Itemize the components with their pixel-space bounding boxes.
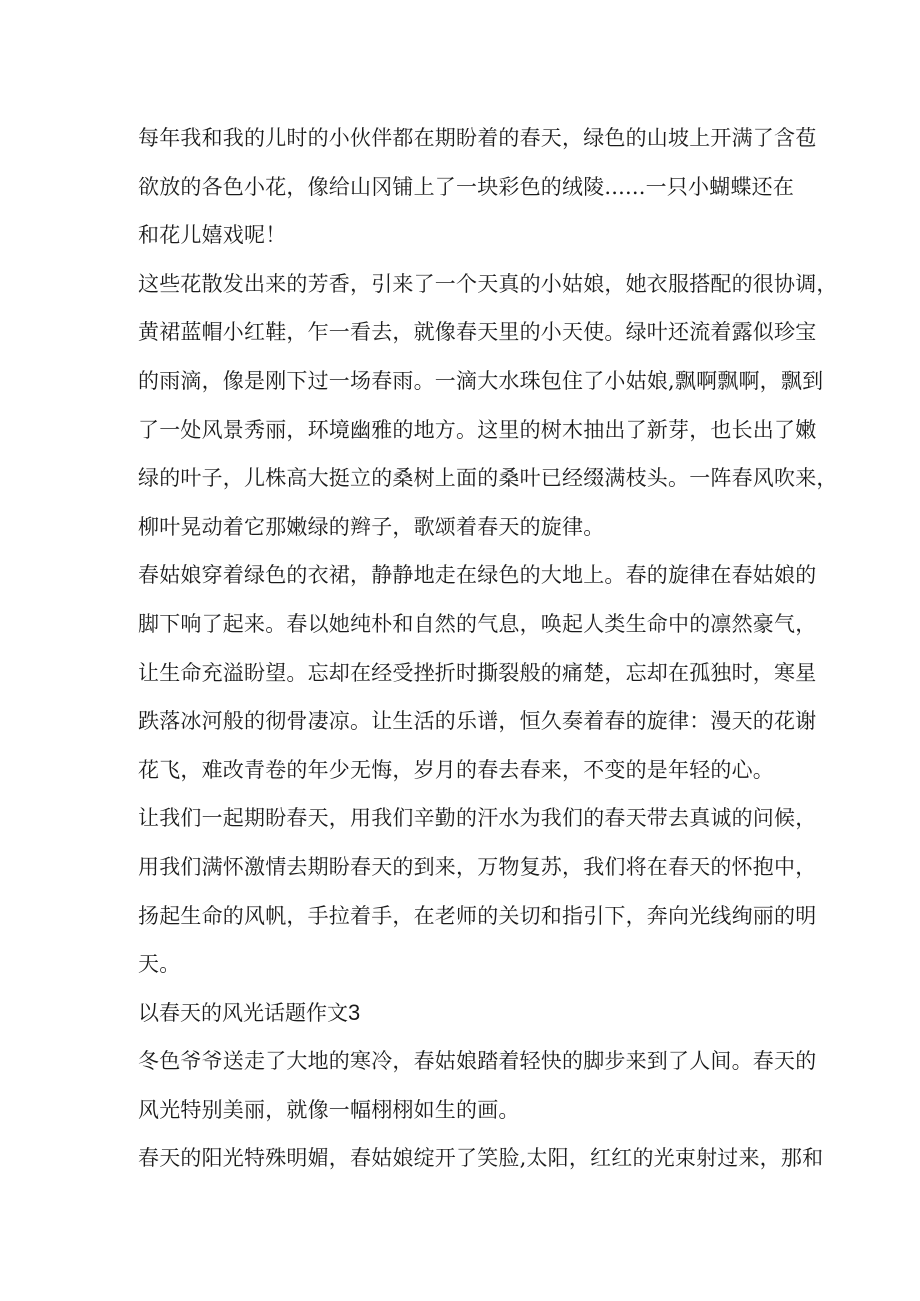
section-heading bbox=[138, 989, 798, 1038]
text-line: 让我们一起期盼春天，用我们辛勤的汗水为我们的春天带去真诚的问候， bbox=[138, 806, 817, 831]
text-line: 扬起生命的风帆，手拉着手，在老师的关切和指引下，奔向光线绚丽的明 bbox=[138, 903, 817, 928]
paragraph-2 bbox=[138, 260, 838, 552]
paragraph-5 bbox=[138, 1037, 817, 1134]
text-line: 了一处风景秀丽，环境幽雅的地方。这里的树木抽出了新芽，也长出了嫩 bbox=[138, 417, 817, 442]
text-line: 天。 bbox=[138, 952, 181, 977]
text-line: 用我们满怀激情去期盼春天的到来，万物复苏，我们将在春天的怀抱中， bbox=[138, 854, 817, 879]
text-line: 柳叶晃动着它那嫩绿的辫子，歌颂着春天的旋律。 bbox=[138, 514, 605, 539]
document-body bbox=[138, 114, 838, 1183]
paragraph-4 bbox=[138, 794, 817, 988]
paragraph-1 bbox=[138, 114, 817, 260]
paragraph-6 bbox=[138, 1134, 824, 1183]
text-line: 跌落冰河般的彻骨凄凉。让生活的乐谱，恒久奏着春的旋律：漫天的花谢 bbox=[138, 709, 817, 734]
text-line: 欲放的各色小花，像给山冈铺上了一块彩色的绒陵......一只小蝴蝶还在 bbox=[138, 174, 795, 199]
text-line: 春姑娘穿着绿色的衣裙，静静地走在绿色的大地上。春的旋律在春姑娘的 bbox=[138, 563, 817, 588]
text-line: 花飞，难改青卷的年少无悔，岁月的春去春来，不变的是年轻的心。 bbox=[138, 757, 774, 782]
text-line: 绿的叶子，儿株高大挺立的桑树上面的桑叶已经缀满枝头。一阵春风吹来， bbox=[138, 466, 838, 491]
text-line: 这些花散发出来的芳香，引来了一个天真的小姑娘，她衣服搭配的很协调， bbox=[138, 271, 838, 296]
text-line: 春天的阳光特殊明媚，春姑娘绽开了笑脸,太阳，红红的光束射过来，那和 bbox=[138, 1146, 824, 1171]
section-heading-text: 以春天的风光话题作文 bbox=[138, 1000, 348, 1025]
text-line: 的雨滴，像是刚下过一场春雨。一滴大水珠包住了小姑娘,飘啊飘啊，飘到 bbox=[138, 368, 824, 393]
text-line: 和花儿嬉戏呢！ bbox=[138, 223, 287, 248]
text-line: 让生命充溢盼望。忘却在经受挫折时撕裂般的痛楚，忘却在孤独时，寒星 bbox=[138, 660, 817, 685]
paragraph-3 bbox=[138, 551, 817, 794]
text-line: 每年我和我的儿时的小伙伴都在期盼着的春天，绿色的山坡上开满了含苞 bbox=[138, 126, 817, 150]
text-line: 冬色爷爷送走了大地的寒冷，春姑娘踏着轻快的脚步来到了人间。春天的 bbox=[138, 1049, 817, 1074]
section-heading-number: 3 bbox=[348, 999, 361, 1025]
text-line: 脚下响了起来。春以她纯朴和自然的气息，唤起人类生命中的凛然豪气， bbox=[138, 611, 817, 636]
text-line: 风光特别美丽，就像一幅栩栩如生的画。 bbox=[138, 1097, 520, 1122]
text-line: 黄裙蓝帽小红鞋，乍一看去，就像春天里的小天使。绿叶还流着露似珍宝 bbox=[138, 320, 817, 345]
